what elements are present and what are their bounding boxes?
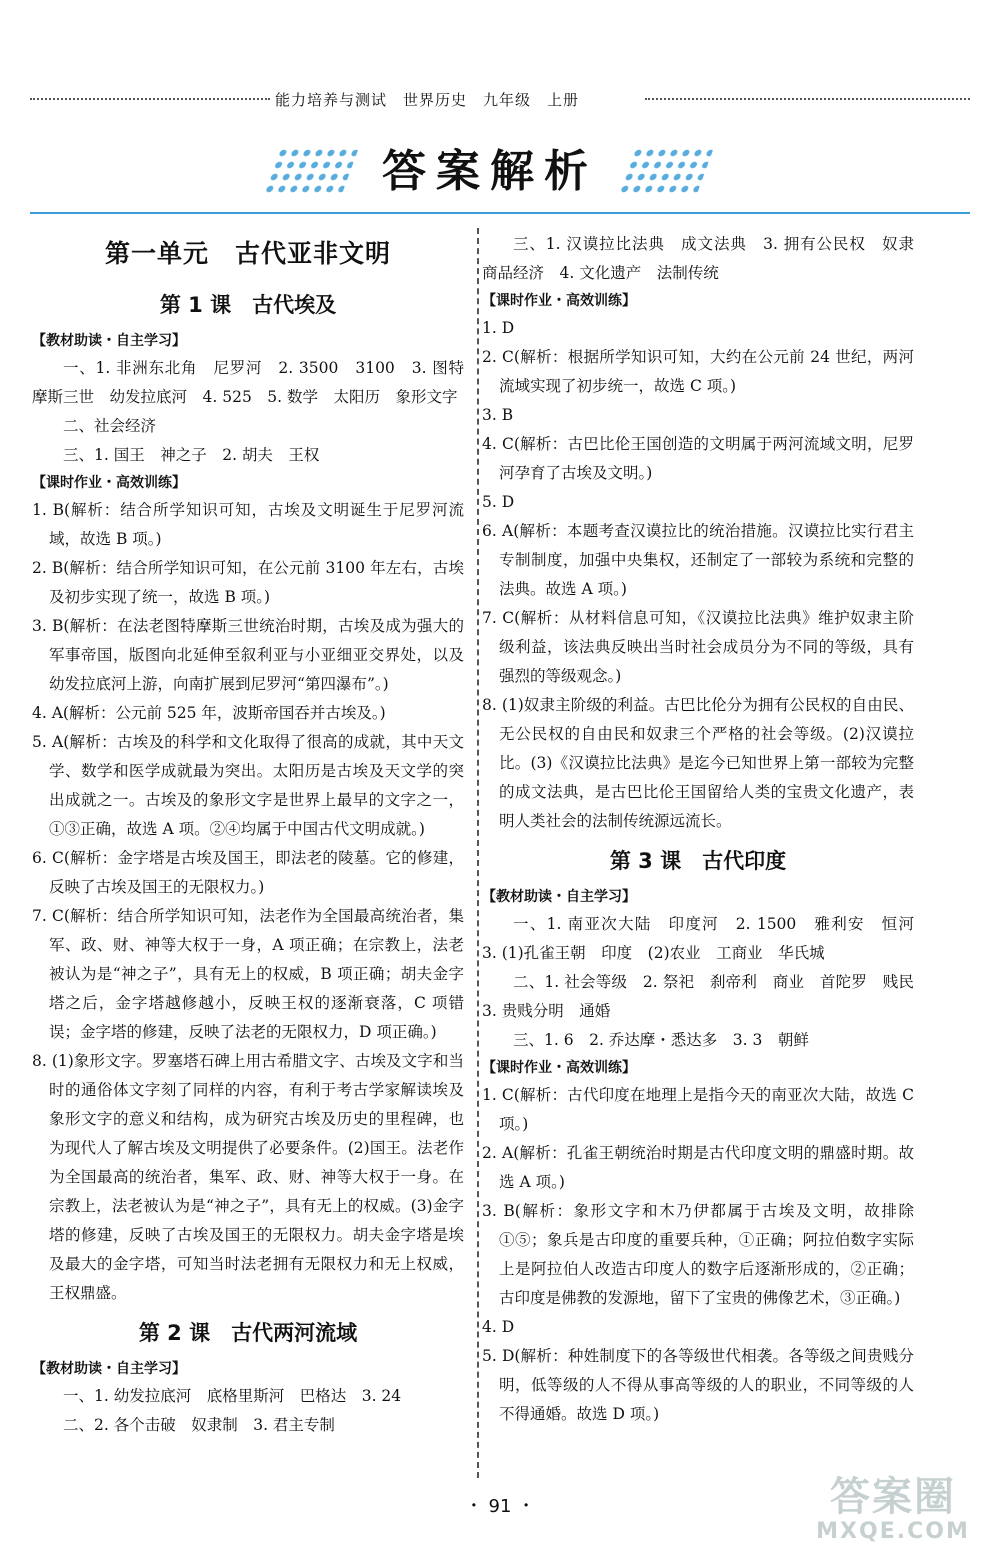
answer-item: 8. (1)象形文字。罗塞塔石碑上用古希腊文字、古埃及文字和当时的通俗体文字刻了同样的内容，有利于考古学家解读埃及象形文字的意义和结构，成为研究古埃及历史的里程碑，也为现代人了解古埃及文明提供了必要条件。(2)国王。法老作为全国最高的统治者，集军、政、财、神等大权于一身。在宗教上，法老被认为是“神之子”，具有无上的权威。(3)金字塔的修建，反映了古埃及国王的无限权力。胡夫金字塔是埃及最大的金字塔，可知当时法老拥有无限权力和无上权威，王权鼎盛。: [32, 1052, 464, 1302]
answer-paragraph: 三、1. 国王 神之子 2. 胡夫 王权: [63, 446, 320, 464]
answer-item: 8. (1)奴隶主阶级的利益。古巴比伦分为拥有公民权的自由民、无公民权的自由民和奴隶三个严格的社会等级。(2)汉谟拉比。(3)《汉谟拉比法典》是迄今已知世界上第一部较为完整的成文法典，是古巴比伦王国留给人类的宝贵文化遗产，表明人类社会的法制传统源远流长。: [482, 696, 914, 830]
section-tag: 【课时作业・高效训练】: [482, 1060, 636, 1076]
answer-item: 4. A(解析：公元前 525 年，波斯帝国吞并古埃及。): [32, 704, 386, 722]
answer-item: 6. A(解析：本题考查汉谟拉比的统治措施。汉谟拉比实行君主专制制度，加强中央集权，还制定了一部较为系统和完整的法典。故选 A 项。): [482, 522, 914, 598]
answer-paragraph: 一、1. 南亚次大陆 印度河 2. 1500 雅利安 恒河 3. (1)孔雀王朝 印度 (2)农业 工商业 华氏城: [482, 915, 930, 962]
answer-item: 5. A(解析：古埃及的科学和文化取得了很高的成就，其中天文学、数学和医学成就最为突出。太阳历是古埃及天文学的突出成就之一。古埃及的象形文字是世界上最早的文字之一，①③正确，故选 A 项。②④均属于中国古代文明成就。): [32, 733, 464, 838]
answer-item: 5. D: [482, 493, 515, 511]
header-dotted-rule-right: [645, 98, 970, 100]
answer-paragraph: 二、社会经济: [63, 417, 157, 435]
answer-item: 1. D: [482, 319, 515, 337]
answer-item: 3. B(解析：象形文字和木乃伊都属于古埃及文明，故排除①⑤；象兵是古印度的重要兵种，①正确；阿拉伯数字实际上是阿拉伯人改造古印度人的数字后逐渐形成的，②正确；古印度是佛教的发源地，留下了宝贵的佛像艺术，③正确。): [482, 1202, 914, 1307]
dot-pattern-decoration: [261, 147, 359, 197]
section-tag: 【教材助读・自主学习】: [32, 1361, 186, 1377]
answer-paragraph: 一、1. 非洲东北角 尼罗河 2. 3500 3100 3. 图特摩斯三世 幼发拉底河 4. 525 5. 数学 太阳历 象形文字: [32, 359, 464, 406]
answer-item: 7. C(解析：从材料信息可知，《汉谟拉比法典》维护奴隶主阶级利益，该法典反映出当时社会成员分为不同的等级，具有强烈的等级观念。): [482, 609, 914, 685]
answer-item: 2. A(解析：孔雀王朝统治时期是古代印度文明的鼎盛时期。故选 A 项。): [482, 1144, 914, 1191]
section-tag: 【课时作业・高效训练】: [482, 293, 636, 309]
lesson-title: 第 3 课 古代印度: [609, 849, 787, 873]
dot-pattern-decoration: [616, 147, 714, 197]
answer-item: 2. B(解析：结合所学知识可知，在公元前 3100 年左右，古埃及初步实现了统一，故选 B 项。): [32, 559, 464, 606]
column-divider: [477, 228, 479, 1478]
banner-title: 答案解析: [382, 146, 598, 197]
answer-item: 4. D: [482, 1318, 515, 1336]
answer-item: 3. B(解析：在法老图特摩斯三世统治时期，古埃及成为强大的军事帝国，版图向北延伸至叙利亚与小亚细亚交界处，以及幼发拉底河上游，向南扩展到尼罗河“第四瀑布”。): [32, 617, 464, 693]
answer-item: 1. C(解析：古代印度在地理上是指今天的南亚次大陆，故选 C 项。): [482, 1086, 914, 1133]
answer-item: 2. C(解析：根据所学知识可知，大约在公元前 24 世纪，两河流域实现了初步统一，故选 C 项。): [482, 348, 914, 395]
section-tag: 【课时作业・高效训练】: [32, 475, 186, 491]
answer-item: 3. B: [482, 406, 514, 424]
lesson-title: 第 1 课 古代埃及: [159, 293, 337, 317]
watermark-url: MXQE.COM: [816, 1519, 970, 1544]
answer-paragraph: 三、1. 汉谟拉比法典 成文法典 3. 拥有公民权 奴隶 商品经济 4. 文化遗产 法制传统: [482, 235, 930, 282]
right-column: [482, 230, 930, 1429]
header-dotted-rule-left: [30, 98, 270, 100]
section-tag: 【教材助读・自主学习】: [482, 889, 636, 905]
answer-paragraph: 三、1. 6 2. 乔达摩・悉达多 3. 3 朝鲜: [513, 1031, 809, 1049]
unit-title: 第一单元 古代亚非文明: [104, 239, 391, 268]
watermark-brand: 答案圈: [830, 1474, 956, 1520]
answer-item: 4. C(解析：古巴比伦王国创造的文明属于两河流域文明，尼罗河孕育了古埃及文明。): [482, 435, 914, 482]
answer-paragraph: 二、1. 社会等级 2. 祭祀 刹帝利 商业 首陀罗 贱民 3. 贵贱分明 通婚: [482, 973, 930, 1020]
page-number: ・ 91 ・: [464, 1496, 536, 1517]
running-header: 能力培养与测试 世界历史 九年级 上册: [275, 91, 580, 109]
header-line: [30, 90, 970, 109]
answer-banner: [270, 142, 740, 202]
watermark-logo: [808, 1465, 978, 1553]
answer-item: 6. C(解析：金字塔是古埃及国王，即法老的陵墓。它的修建，反映了古埃及国王的无限权力。): [32, 849, 464, 896]
answer-item: 5. D(解析：种姓制度下的各等级世代相袭。各等级之间贵贱分明，低等级的人不得从事高等级的人的职业，不同等级的人不得通婚。故选 D 项。): [482, 1347, 914, 1423]
title-divider: [30, 212, 970, 214]
left-column: [32, 230, 464, 1440]
lesson-title: 第 2 课 古代两河流域: [138, 1321, 358, 1345]
section-tag: 【教材助读・自主学习】: [32, 333, 186, 349]
answer-paragraph: 二、2. 各个击破 奴隶制 3. 君主专制: [63, 1416, 335, 1434]
answer-item: 1. B(解析：结合所学知识可知，古埃及文明诞生于尼罗河流域，故选 B 项。): [32, 501, 464, 548]
answer-item: 7. C(解析：结合所学知识可知，法老作为全国最高统治者，集军、政、财、神等大权于一身，A 项正确；在宗教上，法老被认为是“神之子”，具有无上的权威，B 项正确；胡夫金字塔之后，金字塔越修越小，反映王权的逐渐衰落，C 项错误；金字塔的修建，反映了法老的无限权力，D 项正确。): [32, 907, 464, 1041]
answer-paragraph: 一、1. 幼发拉底河 底格里斯河 巴格达 3. 24: [63, 1387, 402, 1405]
